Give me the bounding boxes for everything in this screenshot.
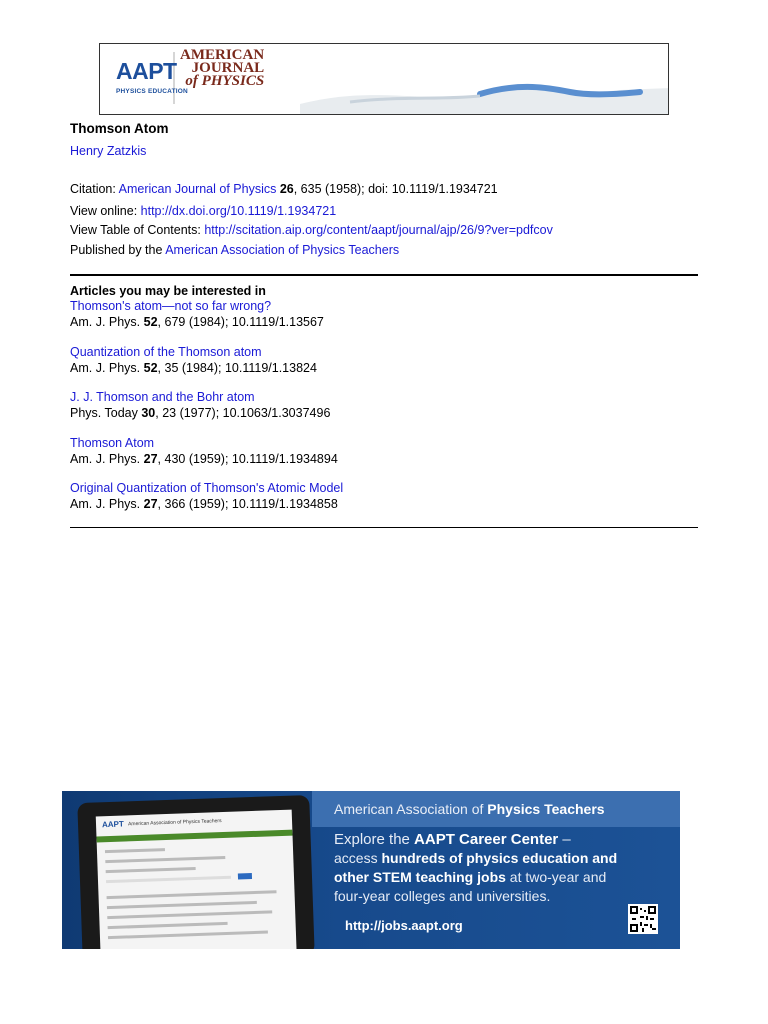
ad-line-1: Explore the AAPT Career Center – — [334, 831, 571, 848]
related-article — [70, 480, 343, 512]
related-article-title-link[interactable]: Thomson Atom — [70, 436, 155, 450]
related-article-title-link[interactable]: Thomson's atom—not so far wrong? — [70, 299, 272, 313]
view-online-link[interactable]: http://dx.doi.org/10.1119/1.1934721 — [140, 204, 337, 218]
tablet-text-row — [108, 922, 228, 929]
tablet-text-row — [105, 848, 165, 853]
related-article-ref: Am. J. Phys. 27, 430 (1959); 10.1119/1.1934894 — [70, 452, 338, 466]
journal-logo — [180, 49, 264, 88]
toc-line — [70, 223, 553, 237]
tablet-text-row — [107, 901, 257, 909]
related-article-title-link[interactable]: Quantization of the Thomson atom — [70, 345, 262, 359]
tablet-illustration — [77, 795, 314, 949]
publisher-line — [70, 243, 399, 257]
journal-banner — [99, 43, 669, 115]
toc-label: View Table of Contents: — [70, 223, 205, 237]
related-article — [70, 344, 317, 376]
related-article-ref: Am. J. Phys. 52, 679 (1984); 10.1119/1.13567 — [70, 315, 324, 329]
aapt-logo-subtitle: PHYSICS EDUCATION — [116, 88, 188, 95]
toc-link[interactable]: http://scitation.aip.org/content/aapt/journal/ajp/26/9?ver=pdfcov — [204, 223, 553, 237]
qr-code-icon — [628, 904, 658, 934]
author-link[interactable]: Henry Zatzkis — [70, 144, 147, 158]
tablet-aapt-logo: AAPT — [101, 819, 124, 830]
citation-label: Citation: — [70, 182, 119, 196]
related-article — [70, 298, 324, 330]
career-center-ad[interactable] — [62, 791, 680, 949]
related-article-ref: Am. J. Phys. 52, 35 (1984); 10.1119/1.13824 — [70, 361, 317, 375]
tablet-site-title: American Association of Physics Teachers — [127, 818, 222, 828]
ad-line-3: other STEM teaching jobs at two-year and — [334, 869, 607, 885]
view-online-line — [70, 204, 336, 218]
tablet-screen — [96, 810, 297, 949]
aapt-logo: AAPT — [116, 58, 177, 84]
ad-line-4: four-year colleges and universities. — [334, 888, 551, 904]
citation-rest: , 635 (1958); doi: 10.1119/1.1934721 — [293, 182, 498, 196]
citation-volume: 26 — [279, 182, 294, 196]
tablet-text-row — [107, 910, 272, 919]
journal-logo-line1: AMERICAN — [180, 47, 265, 63]
related-article-title-link[interactable]: J. J. Thomson and the Bohr atom — [70, 390, 255, 404]
tablet-search-button — [238, 873, 252, 879]
journal-logo-line2: JOURNAL — [191, 60, 265, 76]
citation-journal-link[interactable]: American Journal of Physics — [118, 182, 277, 196]
publisher-label: Published by the — [70, 243, 166, 257]
related-heading: Articles you may be interested in — [70, 284, 266, 298]
publisher-link[interactable]: American Association of Physics Teachers — [165, 243, 400, 257]
tablet-text-row — [106, 867, 196, 873]
tablet-text-row — [105, 856, 225, 863]
divider-top — [70, 274, 698, 276]
tablet-text-row — [106, 876, 231, 883]
article-title: Thomson Atom — [70, 121, 169, 136]
view-online-label: View online: — [70, 204, 141, 218]
divider-bottom — [70, 527, 698, 528]
related-article-ref: Am. J. Phys. 27, 366 (1959); 10.1119/1.1934858 — [70, 497, 338, 511]
ad-jobs-link[interactable]: http://jobs.aapt.org — [345, 918, 463, 933]
related-article-title-link[interactable]: Original Quantization of Thomson's Atomic Model — [70, 481, 344, 495]
tablet-text-row — [108, 931, 268, 940]
tablet-nav-bar — [96, 830, 292, 843]
ad-line-2: access hundreds of physics education and — [334, 850, 618, 866]
citation-line — [70, 182, 498, 196]
related-article — [70, 389, 330, 421]
related-article — [70, 435, 338, 467]
related-article-ref: Phys. Today 30, 23 (1977); 10.1063/1.3037496 — [70, 406, 331, 420]
ad-org-name: American Association of Physics Teachers — [334, 801, 605, 817]
journal-logo-line3: of PHYSICS — [185, 73, 265, 89]
tablet-text-row — [107, 890, 277, 899]
